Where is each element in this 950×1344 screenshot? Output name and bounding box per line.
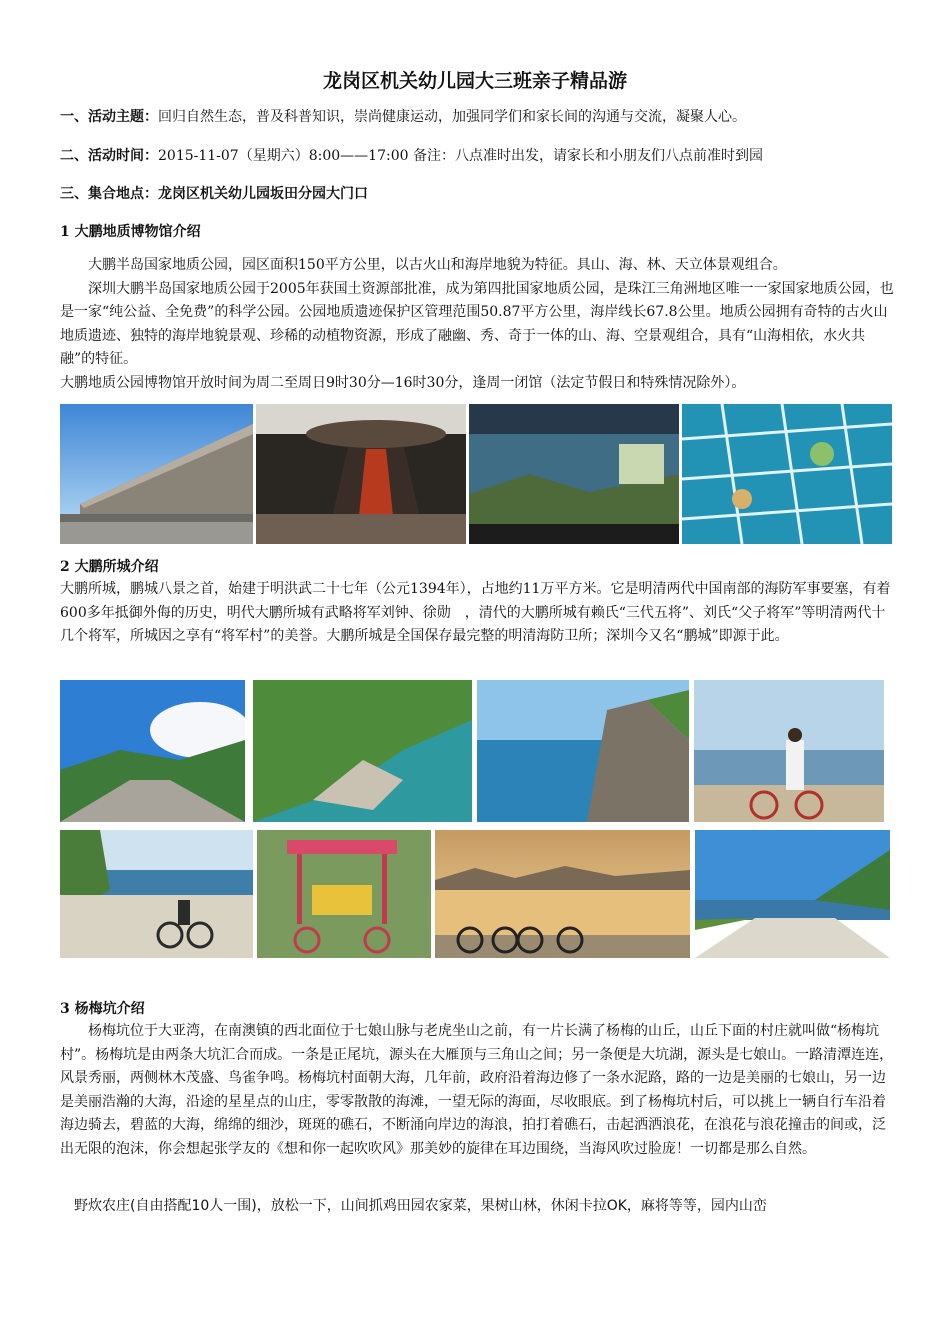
sunset-cycling-photo — [435, 830, 690, 958]
seaside-bike-girl-photo — [694, 680, 884, 822]
section3-paragraph-1: 杨梅坑位于大亚湾，在南澳镇的西北面位于七娘山脉与老虎坐山之前，有一片长满了杨梅的山丘，山丘下面的村庄就叫做“杨梅坑村”。杨梅坑是由两条大坑汇合而成。一条是正尾坑，源头在大雁顶与三角山之间；另一条便是大坑湖，源头是七娘山。一路清潭连连，风景秀丽，两侧林木茂盛、鸟雀争鸣。杨梅坑村面朝大海，几年前，政府沿着海边修了一条水泥路，路的一边是美丽的七娘山，另一边是美丽浩瀚的大海，沿途的星星点的山庄，零零散散的海滩，一望无际的海面，尽收眼底。到了杨梅坑村后，可以挑上一辆自行车沿着海边骑去，碧蓝的大海，绵绵的细沙，斑斑的礁石，不断涌向岸边的海浪，拍打着礁石，击起洒洒浪花，在浪花与浪花撞击的间或，泛出无限的泡沫，你会想起张学友的《想和你一起吹吹风》那美妙的旋律在耳边围绕，当海风吹过脸庞！一切都是那么自然。 — [60, 1023, 894, 1157]
section1-heading: 1 大鹏地质博物馆介绍 — [60, 224, 201, 240]
section3-paragraph-2: 野炊农庄(自由搭配10人一围)，放松一下，山间抓鸡田园农家菜，果树山林，休闲卡拉OK，麻将等等，园内山峦 — [74, 1198, 767, 1214]
surrey-bike-photo — [257, 830, 431, 958]
activity-time-text: 2015-11-07（星期六）8:00——17:00 备注：八点准时出发，请家长和小朋友们八点前准时到园 — [158, 148, 763, 164]
diorama-exhibit-photo — [469, 404, 679, 544]
activity-time-line — [60, 145, 900, 165]
section1-paragraph-3: 大鹏地质公园博物馆开放时间为周二至周日9时30分—16时30分，逢周一闭馆（法定节假日和特殊情况除外）。 — [60, 374, 746, 391]
activity-theme-label: 一、活动主题： — [60, 109, 158, 125]
section2-paragraph-1: 大鹏所城，鹏城八景之首，始建于明洪武二十七年（公元1394年），占地约11万平方米。它是明清两代中国南部的海防军事要塞，有着600多年抵御外侮的历史，明代大鹏所城有武略将军刘钟、徐勋 ，清代的大鹏所城有赖氏“三代五将”、刘氏“父子将军”等明清两代十几个将军，所城因之享有“将军村”的美誉。大鹏所城是全国保存最完整的明清海防卫所；深圳今又名“鹏城”即源于此。 — [60, 581, 891, 644]
meeting-place-text: 龙岗区机关幼儿园坂田分园大门口 — [158, 186, 368, 202]
section3-body — [60, 1020, 898, 1161]
document-title: 龙岗区机关幼儿园大三班亲子精品游 — [322, 70, 627, 92]
section2-body — [60, 578, 898, 649]
activity-theme-text: 回归自然生态，普及科普知识，崇尚健康运动，加强同学们和家长间的沟通与交流，凝聚人心。 — [158, 109, 746, 125]
meeting-place-line — [60, 183, 900, 203]
activity-time-label: 二、活动时间： — [60, 148, 158, 164]
coastal-road-photo — [60, 680, 245, 822]
meeting-place-label: 三、集合地点： — [60, 186, 158, 202]
family-cycling-photo — [60, 830, 253, 958]
coastal-path-cycling-photo — [695, 830, 890, 958]
section3-heading: 3 杨梅坑介绍 — [60, 1001, 145, 1017]
rocky-coast-photo — [253, 680, 472, 822]
cliff-sea-photo — [477, 680, 689, 822]
museum-building-photo — [60, 404, 253, 544]
section1-body — [60, 254, 898, 395]
aquarium-floor-photo — [682, 404, 892, 544]
section2-heading: 2 大鹏所城介绍 — [60, 559, 159, 575]
activity-theme-line — [60, 106, 900, 126]
section1-paragraph-1: 大鹏半岛国家地质公园，园区面积150平方公里，以古火山和海岸地貌为特征。具山、海、林、天立体景观组合。 — [88, 257, 787, 273]
section1-paragraph-2: 深圳大鹏半岛国家地质公园于2005年获国土资源部批准，成为第四批国家地质公园，是珠江三角洲地区唯一一家国家地质公园，也是一家“纯公益、全免费”的科学公园。公园地质遗迹保护区管理范围50.87平方公里，海岸线长67.8公里。地质公园拥有奇特的古火山地质遗迹、独特的海岸地貌景观、珍稀的动植物资源，形成了融幽、秀、奇于一体的山、海、空景观组合，具有“山海相依，水火共融”的特征。 — [60, 280, 894, 367]
volcano-exhibit-photo — [256, 404, 466, 544]
